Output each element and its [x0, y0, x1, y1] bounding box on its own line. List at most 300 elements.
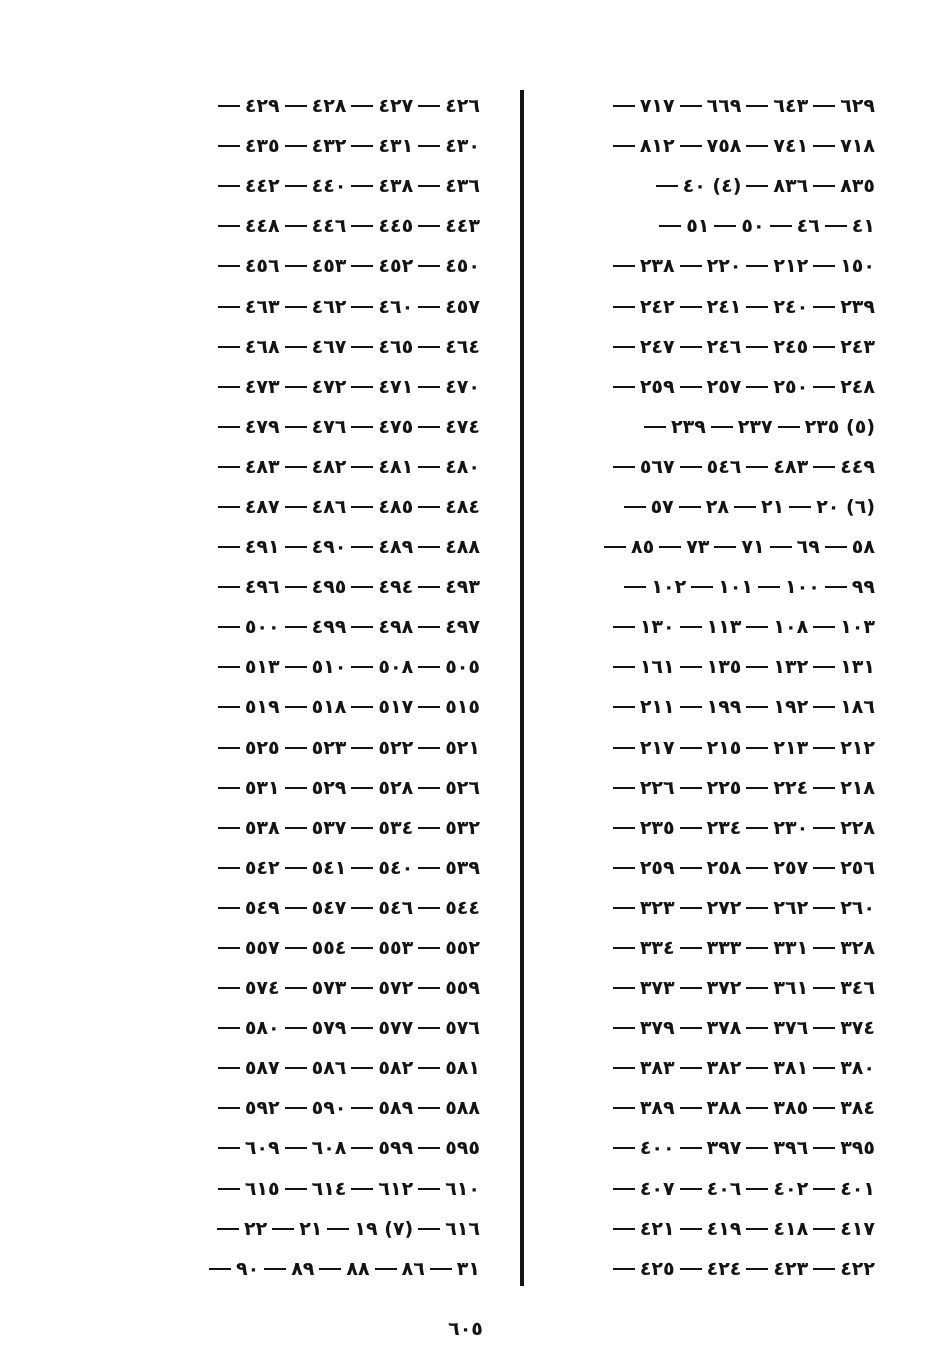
number-entry — [370, 1258, 425, 1280]
separator-dash — [285, 506, 307, 508]
number-entry — [280, 576, 347, 598]
number-entry — [280, 696, 347, 718]
page-reference: ٢٣٩ — [840, 295, 875, 318]
separator-dash — [813, 787, 835, 789]
separator-dash — [746, 947, 768, 949]
page-reference: ٥٨٠ — [244, 1017, 280, 1040]
page-reference: ٣٩٧ — [706, 1137, 742, 1160]
separator-dash — [351, 586, 373, 588]
number-entry — [675, 616, 742, 638]
page-reference: ٤٦٢ — [311, 295, 347, 318]
number-entry — [413, 336, 480, 358]
page-reference: ١٠٢ — [651, 576, 687, 599]
page-reference: ٥٧٤ — [244, 977, 280, 1000]
number-row — [150, 968, 480, 1008]
separator-dash — [680, 907, 702, 909]
number-entry — [729, 496, 784, 518]
page-reference: (٤) ٤٠ — [682, 175, 742, 198]
page-reference: ٦١٤ — [311, 1177, 347, 1200]
separator-dash — [746, 626, 768, 628]
separator-dash — [218, 827, 240, 829]
separator-dash — [770, 546, 792, 548]
separator-dash — [613, 1027, 635, 1029]
number-entry — [346, 937, 413, 959]
separator-dash — [418, 827, 440, 829]
number-entry — [675, 937, 742, 959]
number-entry — [608, 1017, 675, 1039]
separator-dash — [285, 987, 307, 989]
page-reference: ٥٤٠ — [378, 856, 414, 879]
number-entry — [741, 737, 808, 759]
separator-dash — [813, 346, 835, 348]
separator-dash — [746, 666, 768, 668]
number-entry — [280, 255, 347, 277]
number-entry — [608, 937, 675, 959]
number-row — [150, 447, 480, 487]
number-entry — [259, 1258, 314, 1280]
separator-dash — [680, 1147, 702, 1149]
number-entry — [619, 576, 686, 598]
separator-dash — [218, 867, 240, 869]
number-entry — [808, 1218, 875, 1240]
page-reference: ٣٨٢ — [706, 1057, 742, 1080]
page-reference: ٥١٨ — [311, 696, 347, 719]
separator-dash — [813, 747, 835, 749]
separator-dash — [418, 987, 440, 989]
separator-dash — [418, 1188, 440, 1190]
separator-dash — [285, 1188, 307, 1190]
number-row — [545, 768, 875, 808]
separator-dash — [680, 1268, 702, 1270]
number-entry — [808, 737, 875, 759]
separator-dash — [351, 947, 373, 949]
number-entry — [608, 1097, 675, 1119]
separator-dash — [613, 1268, 635, 1270]
number-entry — [346, 416, 413, 438]
page-reference: ٢٣٩ — [671, 415, 706, 438]
number-entry — [741, 696, 808, 718]
number-entry — [213, 1097, 280, 1119]
number-entry — [267, 1218, 322, 1240]
separator-dash — [285, 1107, 307, 1109]
page-reference: ٥٥٤ — [311, 937, 347, 960]
number-entry — [346, 1178, 413, 1200]
number-entry — [808, 255, 875, 277]
page-reference: ٤٢٦ — [445, 95, 480, 118]
page-reference: ١٣٥ — [706, 656, 742, 679]
number-entry — [204, 1258, 259, 1280]
page-reference: ٤٤٠ — [311, 175, 347, 198]
number-row — [545, 86, 875, 126]
separator-dash — [746, 1147, 768, 1149]
page-reference: ١٠٣ — [840, 616, 875, 639]
page-reference: ٤٨٣ — [773, 455, 809, 478]
separator-dash — [746, 1268, 768, 1270]
page-reference: ٤٥٦ — [244, 255, 280, 278]
number-entry — [808, 1137, 875, 1159]
page-reference: ٤٦٠ — [378, 295, 414, 318]
page-reference: ٦١٠ — [445, 1177, 480, 1200]
number-entry — [346, 95, 413, 117]
separator-dash — [418, 466, 440, 468]
page-reference: ٢٣٥ — [639, 816, 675, 839]
separator-dash — [285, 1147, 307, 1149]
page-reference: ٤٥٧ — [445, 295, 480, 318]
separator-dash — [813, 626, 835, 628]
page-reference: ٢٢٤ — [773, 776, 809, 799]
separator-dash — [285, 867, 307, 869]
number-entry — [741, 336, 808, 358]
number-entry — [675, 336, 742, 358]
page-reference: ٤٥٠ — [445, 255, 480, 278]
separator-dash — [351, 306, 373, 308]
separator-dash — [813, 466, 835, 468]
separator-dash — [218, 987, 240, 989]
number-row — [545, 1209, 875, 1249]
separator-dash — [351, 747, 373, 749]
page-reference: ٤٧٣ — [244, 375, 280, 398]
number-entry — [346, 175, 413, 197]
page-reference: ٨٦ — [401, 1257, 425, 1280]
page-reference: ٥٣٢ — [445, 816, 480, 839]
number-entry — [213, 376, 280, 398]
number-entry — [706, 416, 773, 438]
number-entry — [346, 777, 413, 799]
number-entry — [425, 1258, 480, 1280]
separator-dash — [680, 1107, 702, 1109]
page-reference: ٥٢٨ — [378, 776, 414, 799]
number-row — [545, 1008, 875, 1048]
number-entry — [773, 416, 875, 438]
separator-dash — [758, 586, 780, 588]
page-reference: ٥٥٢ — [445, 937, 480, 960]
page-reference: ٢٤٦ — [706, 335, 742, 358]
page-reference: ٣٩٦ — [773, 1137, 809, 1160]
separator-dash — [218, 306, 240, 308]
separator-dash — [418, 426, 440, 428]
page-reference: ٤٠٧ — [639, 1177, 675, 1200]
separator-dash — [613, 105, 635, 107]
separator-dash — [613, 947, 635, 949]
page-reference: ٤٩٩ — [311, 616, 347, 639]
page-reference: ٥٣٧ — [311, 816, 347, 839]
number-entry — [608, 656, 675, 678]
separator-dash — [285, 747, 307, 749]
page-reference: ٢٢٨ — [840, 816, 875, 839]
separator-dash — [813, 386, 835, 388]
page-reference: ٤٦٤ — [445, 335, 480, 358]
page-reference: ٤٨٦ — [311, 495, 347, 518]
number-entry — [413, 937, 480, 959]
separator-dash — [680, 386, 702, 388]
number-entry — [808, 696, 875, 718]
separator-dash — [351, 907, 373, 909]
page-reference: ١٣٠ — [639, 616, 675, 639]
separator-dash — [218, 105, 240, 107]
separator-dash — [218, 747, 240, 749]
separator-dash — [714, 546, 736, 548]
number-entry — [213, 897, 280, 919]
page-reference: ٦٠٩ — [244, 1137, 280, 1160]
separator-dash — [680, 867, 702, 869]
separator-dash — [285, 1027, 307, 1029]
separator-dash — [613, 145, 635, 147]
page-reference: ٥٨٨ — [445, 1097, 480, 1120]
page-reference: ٤٨٨ — [445, 536, 480, 559]
number-entry — [346, 616, 413, 638]
page-reference: ٤٠٠ — [639, 1137, 675, 1160]
page-reference: ٥٨٧ — [244, 1057, 280, 1080]
number-entry — [280, 1017, 347, 1039]
page-reference: ٥٢١ — [445, 736, 480, 759]
number-entry — [413, 1017, 480, 1039]
number-entry — [413, 135, 480, 157]
number-entry — [808, 456, 875, 478]
number-entry — [280, 977, 347, 999]
page-reference: ٤٧٤ — [445, 415, 480, 438]
number-row — [545, 447, 875, 487]
page-reference: ٤٤٥ — [378, 215, 414, 238]
number-entry — [741, 296, 808, 318]
page-reference: ٤٨٢ — [311, 455, 347, 478]
page-reference: (٥) ٢٣٥ — [804, 415, 875, 438]
page-reference: ٤٠٢ — [773, 1177, 809, 1200]
separator-dash — [714, 225, 736, 227]
separator-dash — [624, 586, 646, 588]
separator-dash — [418, 907, 440, 909]
number-entry — [741, 456, 808, 478]
page-reference: ٢١ — [299, 1217, 323, 1240]
page-reference: ٥٢٦ — [445, 776, 480, 799]
number-row — [150, 647, 480, 687]
page-reference: ٤٧٩ — [244, 415, 280, 438]
page-reference: ٥٩٩ — [378, 1137, 414, 1160]
separator-dash — [218, 426, 240, 428]
page-reference: ٢١ — [760, 495, 785, 518]
number-row — [150, 888, 480, 928]
separator-dash — [746, 907, 768, 909]
page-reference: ٤٣٥ — [244, 135, 280, 158]
page-reference: ٢٢٠ — [706, 255, 742, 278]
separator-dash — [813, 706, 835, 708]
separator-dash — [680, 145, 702, 147]
page-reference: ٧١٨ — [840, 135, 875, 158]
number-entry — [675, 696, 742, 718]
number-entry — [213, 456, 280, 478]
page-reference: ٥٤٦ — [706, 455, 742, 478]
separator-dash — [351, 666, 373, 668]
page-reference: ١٠١ — [718, 576, 753, 599]
number-entry — [213, 977, 280, 999]
page-reference: ٣٦١ — [773, 977, 809, 1000]
separator-dash — [218, 1067, 240, 1069]
page-reference: ١١٣ — [706, 616, 742, 639]
number-row — [545, 246, 875, 286]
number-row — [150, 1169, 480, 1209]
number-entry — [675, 777, 742, 799]
separator-dash — [319, 1268, 341, 1270]
number-entry — [741, 897, 808, 919]
page-reference: ٥٢٥ — [244, 736, 280, 759]
page-reference: ٣٧٣ — [639, 977, 675, 1000]
separator-dash — [746, 105, 768, 107]
page-reference: ٤٩٣ — [445, 576, 480, 599]
page-reference: ٤١٧ — [840, 1217, 875, 1240]
number-entry — [675, 1137, 742, 1159]
separator-dash — [351, 386, 373, 388]
page-reference: ٥٣١ — [244, 776, 280, 799]
number-entry — [675, 897, 742, 919]
page-reference: ٤٦ — [796, 215, 820, 238]
number-entry — [346, 255, 413, 277]
number-entry — [413, 616, 480, 638]
number-entry — [675, 857, 742, 879]
separator-dash — [285, 706, 307, 708]
separator-dash — [351, 987, 373, 989]
page-reference: ٤٨٧ — [244, 495, 280, 518]
number-entry — [213, 656, 280, 678]
page-reference: ٢٧٢ — [706, 896, 742, 919]
page-reference: ٦١٢ — [378, 1177, 414, 1200]
number-entry — [741, 255, 808, 277]
number-entry — [213, 175, 280, 197]
number-row — [545, 327, 875, 367]
number-entry — [608, 1137, 675, 1159]
page-reference: ٢٥٩ — [639, 375, 675, 398]
number-row — [150, 407, 480, 447]
page-reference: ٥١٥ — [445, 696, 480, 719]
page-reference: ٥٧٩ — [311, 1017, 347, 1040]
page-reference: ٣٧٢ — [706, 977, 742, 1000]
number-entry — [608, 1057, 675, 1079]
separator-dash — [218, 1027, 240, 1029]
separator-dash — [218, 546, 240, 548]
separator-dash — [746, 386, 768, 388]
page-reference: ٤١ — [851, 215, 875, 238]
page-reference: ٦٦٩ — [706, 95, 742, 118]
separator-dash — [613, 1228, 635, 1230]
number-row — [545, 848, 875, 888]
number-entry — [608, 336, 675, 358]
page-reference: ٥٩٢ — [244, 1097, 280, 1120]
page-reference: ٣٨٥ — [773, 1097, 809, 1120]
number-entry — [808, 777, 875, 799]
number-entry — [213, 255, 280, 277]
separator-dash — [613, 1107, 635, 1109]
number-entry — [213, 336, 280, 358]
separator-dash — [218, 346, 240, 348]
number-entry — [280, 456, 347, 478]
separator-dash — [825, 586, 847, 588]
page-reference: ٢٢٥ — [706, 776, 742, 799]
separator-dash — [218, 1147, 240, 1149]
separator-dash — [351, 466, 373, 468]
page-reference: ٥٩٠ — [311, 1097, 347, 1120]
page-reference: ٦٢٩ — [840, 95, 875, 118]
number-entry — [413, 1057, 480, 1079]
number-entry — [346, 817, 413, 839]
page-reference: ١٨٦ — [840, 696, 875, 719]
page-reference: ٧٤١ — [773, 135, 809, 158]
separator-dash — [218, 626, 240, 628]
separator-dash — [285, 626, 307, 628]
separator-dash — [746, 747, 768, 749]
number-entry — [346, 296, 413, 318]
separator-dash — [218, 225, 240, 227]
page-reference: ٢٨ — [705, 495, 729, 518]
number-entry — [346, 1057, 413, 1079]
number-row — [545, 1169, 875, 1209]
number-entry — [608, 376, 675, 398]
page-reference: ٤١٩ — [706, 1217, 742, 1240]
number-entry — [413, 376, 480, 398]
number-row — [545, 728, 875, 768]
separator-dash — [680, 1027, 702, 1029]
number-entry — [413, 1218, 480, 1240]
page-reference: (٧) ١٩ — [354, 1217, 414, 1240]
number-entry — [608, 897, 675, 919]
number-entry — [608, 737, 675, 759]
number-entry — [608, 817, 675, 839]
separator-dash — [351, 626, 373, 628]
separator-dash — [327, 1228, 349, 1230]
number-row — [150, 808, 480, 848]
separator-dash — [285, 306, 307, 308]
separator-dash — [285, 185, 307, 187]
number-entry — [675, 135, 742, 157]
separator-dash — [264, 1268, 286, 1270]
separator-dash — [613, 907, 635, 909]
separator-dash — [218, 1107, 240, 1109]
separator-dash — [285, 386, 307, 388]
number-entry — [413, 456, 480, 478]
number-entry — [808, 376, 875, 398]
page-reference: ٤٢٧ — [378, 95, 414, 118]
page-reference: ٧٣ — [686, 536, 710, 559]
page-reference: ٨٥ — [630, 536, 655, 559]
separator-dash — [375, 1268, 397, 1270]
number-row — [150, 768, 480, 808]
separator-dash — [218, 907, 240, 909]
page-reference: ٥٤٧ — [311, 896, 347, 919]
separator-dash — [351, 1107, 373, 1109]
number-entry — [608, 296, 675, 318]
number-entry — [808, 95, 875, 117]
number-entry — [280, 215, 347, 237]
number-entry — [213, 616, 280, 638]
number-entry — [213, 215, 280, 237]
page-reference: ٥٨١ — [445, 1057, 480, 1080]
page-reference: ٥٠٥ — [445, 656, 480, 679]
page-reference: ٥٧ — [650, 495, 674, 518]
separator-dash — [613, 346, 635, 348]
separator-dash — [418, 867, 440, 869]
page-reference: ٣٣١ — [773, 937, 809, 960]
page-reference: ٤٧٠ — [445, 375, 480, 398]
number-entry — [675, 95, 742, 117]
page-reference: ٤٤٩ — [840, 455, 875, 478]
number-entry — [346, 496, 413, 518]
number-entry — [820, 536, 875, 558]
separator-dash — [746, 346, 768, 348]
number-entry — [675, 456, 742, 478]
number-entry — [608, 696, 675, 718]
page-reference: ٥٤٢ — [244, 856, 280, 879]
separator-dash — [285, 947, 307, 949]
number-entry — [808, 296, 875, 318]
number-row — [150, 126, 480, 166]
number-entry — [675, 737, 742, 759]
